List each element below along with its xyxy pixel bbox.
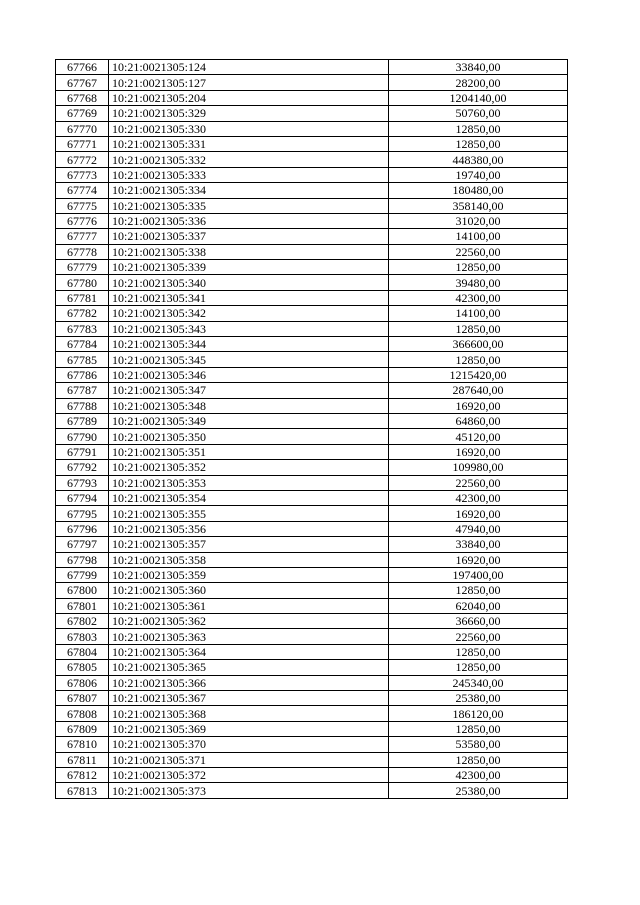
cadastral-id-cell: 10:21:0021305:368	[109, 706, 389, 721]
table-row	[56, 321, 568, 336]
row-number-cell: 67785	[56, 352, 109, 367]
row-number-cell: 67770	[56, 121, 109, 136]
row-number-cell: 67801	[56, 598, 109, 613]
amount-cell: 366600,00	[389, 337, 568, 352]
row-number-cell: 67791	[56, 444, 109, 459]
row-number-cell: 67812	[56, 767, 109, 782]
cadastral-id-cell: 10:21:0021305:359	[109, 567, 389, 582]
cadastral-id-cell: 10:21:0021305:124	[109, 60, 389, 75]
cadastral-id-cell: 10:21:0021305:331	[109, 136, 389, 151]
amount-cell: 1204140,00	[389, 90, 568, 105]
row-number-cell: 67769	[56, 106, 109, 121]
cadastral-id-cell: 10:21:0021305:363	[109, 629, 389, 644]
table-row	[56, 306, 568, 321]
cadastral-id-cell: 10:21:0021305:348	[109, 398, 389, 413]
table-row	[56, 583, 568, 598]
cadastral-id-cell: 10:21:0021305:335	[109, 198, 389, 213]
row-number-cell: 67773	[56, 167, 109, 182]
amount-cell: 12850,00	[389, 136, 568, 151]
table-row	[56, 213, 568, 228]
table-row	[56, 244, 568, 259]
table-row	[56, 614, 568, 629]
table-row	[56, 198, 568, 213]
row-number-cell: 67793	[56, 475, 109, 490]
cadastral-id-cell: 10:21:0021305:343	[109, 321, 389, 336]
table-row	[56, 367, 568, 382]
table-body	[56, 60, 568, 799]
cadastral-id-cell: 10:21:0021305:366	[109, 675, 389, 690]
cadastral-id-cell: 10:21:0021305:358	[109, 552, 389, 567]
amount-cell: 16920,00	[389, 444, 568, 459]
cadastral-id-cell: 10:21:0021305:344	[109, 337, 389, 352]
cadastral-id-cell: 10:21:0021305:329	[109, 106, 389, 121]
row-number-cell: 67783	[56, 321, 109, 336]
table-row	[56, 167, 568, 182]
cadastral-id-cell: 10:21:0021305:349	[109, 413, 389, 428]
table-row	[56, 106, 568, 121]
table-row	[56, 398, 568, 413]
table-row	[56, 598, 568, 613]
table-row	[56, 567, 568, 582]
row-number-cell: 67808	[56, 706, 109, 721]
row-number-cell: 67782	[56, 306, 109, 321]
table-row	[56, 429, 568, 444]
row-number-cell: 67788	[56, 398, 109, 413]
table-row	[56, 521, 568, 536]
amount-cell: 42300,00	[389, 767, 568, 782]
amount-cell: 14100,00	[389, 229, 568, 244]
cadastral-id-cell: 10:21:0021305:360	[109, 583, 389, 598]
table-row	[56, 75, 568, 90]
amount-cell: 47940,00	[389, 521, 568, 536]
row-number-cell: 67780	[56, 275, 109, 290]
cadastral-id-cell: 10:21:0021305:353	[109, 475, 389, 490]
amount-cell: 287640,00	[389, 383, 568, 398]
cadastral-id-cell: 10:21:0021305:372	[109, 767, 389, 782]
table-row	[56, 60, 568, 75]
cadastral-id-cell: 10:21:0021305:364	[109, 644, 389, 659]
table-row	[56, 383, 568, 398]
amount-cell: 16920,00	[389, 552, 568, 567]
row-number-cell: 67768	[56, 90, 109, 105]
table-row	[56, 537, 568, 552]
row-number-cell: 67776	[56, 213, 109, 228]
amount-cell: 358140,00	[389, 198, 568, 213]
amount-cell: 25380,00	[389, 783, 568, 798]
amount-cell: 180480,00	[389, 183, 568, 198]
row-number-cell: 67771	[56, 136, 109, 151]
table-row	[56, 691, 568, 706]
table-row	[56, 444, 568, 459]
table-row	[56, 752, 568, 767]
amount-cell: 45120,00	[389, 429, 568, 444]
row-number-cell: 67786	[56, 367, 109, 382]
row-number-cell: 67784	[56, 337, 109, 352]
amount-cell: 19740,00	[389, 167, 568, 182]
table-row	[56, 290, 568, 305]
table-row	[56, 506, 568, 521]
amount-cell: 12850,00	[389, 644, 568, 659]
cadastral-id-cell: 10:21:0021305:340	[109, 275, 389, 290]
row-number-cell: 67772	[56, 152, 109, 167]
cadastral-id-cell: 10:21:0021305:365	[109, 660, 389, 675]
row-number-cell: 67810	[56, 737, 109, 752]
amount-cell: 12850,00	[389, 352, 568, 367]
amount-cell: 50760,00	[389, 106, 568, 121]
row-number-cell: 67781	[56, 290, 109, 305]
table-row	[56, 90, 568, 105]
row-number-cell: 67792	[56, 460, 109, 475]
amount-cell: 12850,00	[389, 321, 568, 336]
row-number-cell: 67807	[56, 691, 109, 706]
cadastral-id-cell: 10:21:0021305:357	[109, 537, 389, 552]
cadastral-id-cell: 10:21:0021305:346	[109, 367, 389, 382]
cadastral-id-cell: 10:21:0021305:369	[109, 721, 389, 736]
cadastral-id-cell: 10:21:0021305:127	[109, 75, 389, 90]
table-row	[56, 552, 568, 567]
table-row	[56, 767, 568, 782]
row-number-cell: 67789	[56, 413, 109, 428]
amount-cell: 25380,00	[389, 691, 568, 706]
table-row	[56, 675, 568, 690]
amount-cell: 31020,00	[389, 213, 568, 228]
amount-cell: 42300,00	[389, 490, 568, 505]
table-row	[56, 152, 568, 167]
amount-cell: 197400,00	[389, 567, 568, 582]
amount-cell: 64860,00	[389, 413, 568, 428]
row-number-cell: 67799	[56, 567, 109, 582]
amount-cell: 186120,00	[389, 706, 568, 721]
row-number-cell: 67790	[56, 429, 109, 444]
table-row	[56, 721, 568, 736]
amount-cell: 42300,00	[389, 290, 568, 305]
row-number-cell: 67779	[56, 260, 109, 275]
row-number-cell: 67802	[56, 614, 109, 629]
cadastral-id-cell: 10:21:0021305:345	[109, 352, 389, 367]
row-number-cell: 67798	[56, 552, 109, 567]
row-number-cell: 67775	[56, 198, 109, 213]
row-number-cell: 67797	[56, 537, 109, 552]
amount-cell: 39480,00	[389, 275, 568, 290]
amount-cell: 22560,00	[389, 244, 568, 259]
amount-cell: 16920,00	[389, 398, 568, 413]
cadastral-id-cell: 10:21:0021305:352	[109, 460, 389, 475]
row-number-cell: 67767	[56, 75, 109, 90]
row-number-cell: 67804	[56, 644, 109, 659]
row-number-cell: 67795	[56, 506, 109, 521]
amount-cell: 245340,00	[389, 675, 568, 690]
cadastral-id-cell: 10:21:0021305:356	[109, 521, 389, 536]
cadastral-id-cell: 10:21:0021305:350	[109, 429, 389, 444]
row-number-cell: 67777	[56, 229, 109, 244]
row-number-cell: 67803	[56, 629, 109, 644]
row-number-cell: 67811	[56, 752, 109, 767]
amount-cell: 33840,00	[389, 537, 568, 552]
cadastral-id-cell: 10:21:0021305:338	[109, 244, 389, 259]
cadastral-id-cell: 10:21:0021305:373	[109, 783, 389, 798]
row-number-cell: 67805	[56, 660, 109, 675]
amount-cell: 36660,00	[389, 614, 568, 629]
amount-cell: 12850,00	[389, 583, 568, 598]
row-number-cell: 67774	[56, 183, 109, 198]
amount-cell: 12850,00	[389, 660, 568, 675]
cadastral-id-cell: 10:21:0021305:332	[109, 152, 389, 167]
table-row	[56, 121, 568, 136]
table-row	[56, 644, 568, 659]
amount-cell: 16920,00	[389, 506, 568, 521]
amount-cell: 12850,00	[389, 260, 568, 275]
cadastral-id-cell: 10:21:0021305:342	[109, 306, 389, 321]
amount-cell: 33840,00	[389, 60, 568, 75]
cadastral-id-cell: 10:21:0021305:337	[109, 229, 389, 244]
cadastral-id-cell: 10:21:0021305:341	[109, 290, 389, 305]
amount-cell: 28200,00	[389, 75, 568, 90]
amount-cell: 12850,00	[389, 721, 568, 736]
cadastral-id-cell: 10:21:0021305:362	[109, 614, 389, 629]
table-row	[56, 413, 568, 428]
amount-cell: 109980,00	[389, 460, 568, 475]
table-row	[56, 275, 568, 290]
table-row	[56, 475, 568, 490]
table-row	[56, 183, 568, 198]
row-number-cell: 67794	[56, 490, 109, 505]
amount-cell: 448380,00	[389, 152, 568, 167]
row-number-cell: 67787	[56, 383, 109, 398]
cadastral-id-cell: 10:21:0021305:367	[109, 691, 389, 706]
amount-cell: 12850,00	[389, 121, 568, 136]
amount-cell: 12850,00	[389, 752, 568, 767]
cadastral-id-cell: 10:21:0021305:334	[109, 183, 389, 198]
cadastral-value-table	[55, 59, 568, 799]
amount-cell: 62040,00	[389, 598, 568, 613]
table-row	[56, 783, 568, 798]
table-row	[56, 629, 568, 644]
cadastral-id-cell: 10:21:0021305:347	[109, 383, 389, 398]
cadastral-id-cell: 10:21:0021305:336	[109, 213, 389, 228]
cadastral-id-cell: 10:21:0021305:333	[109, 167, 389, 182]
amount-cell: 14100,00	[389, 306, 568, 321]
cadastral-id-cell: 10:21:0021305:371	[109, 752, 389, 767]
cadastral-id-cell: 10:21:0021305:339	[109, 260, 389, 275]
row-number-cell: 67800	[56, 583, 109, 598]
row-number-cell: 67813	[56, 783, 109, 798]
cadastral-id-cell: 10:21:0021305:204	[109, 90, 389, 105]
table-row	[56, 737, 568, 752]
cadastral-id-cell: 10:21:0021305:355	[109, 506, 389, 521]
cadastral-id-cell: 10:21:0021305:370	[109, 737, 389, 752]
cadastral-id-cell: 10:21:0021305:330	[109, 121, 389, 136]
amount-cell: 22560,00	[389, 475, 568, 490]
table-row	[56, 136, 568, 151]
row-number-cell: 67778	[56, 244, 109, 259]
row-number-cell: 67809	[56, 721, 109, 736]
table-row	[56, 490, 568, 505]
table-row	[56, 337, 568, 352]
row-number-cell: 67806	[56, 675, 109, 690]
table-row	[56, 706, 568, 721]
amount-cell: 53580,00	[389, 737, 568, 752]
cadastral-id-cell: 10:21:0021305:351	[109, 444, 389, 459]
table-row	[56, 460, 568, 475]
table-row	[56, 352, 568, 367]
row-number-cell: 67796	[56, 521, 109, 536]
table-row	[56, 660, 568, 675]
table-row	[56, 260, 568, 275]
amount-cell: 22560,00	[389, 629, 568, 644]
amount-cell: 1215420,00	[389, 367, 568, 382]
row-number-cell: 67766	[56, 60, 109, 75]
cadastral-id-cell: 10:21:0021305:354	[109, 490, 389, 505]
table-row	[56, 229, 568, 244]
cadastral-id-cell: 10:21:0021305:361	[109, 598, 389, 613]
